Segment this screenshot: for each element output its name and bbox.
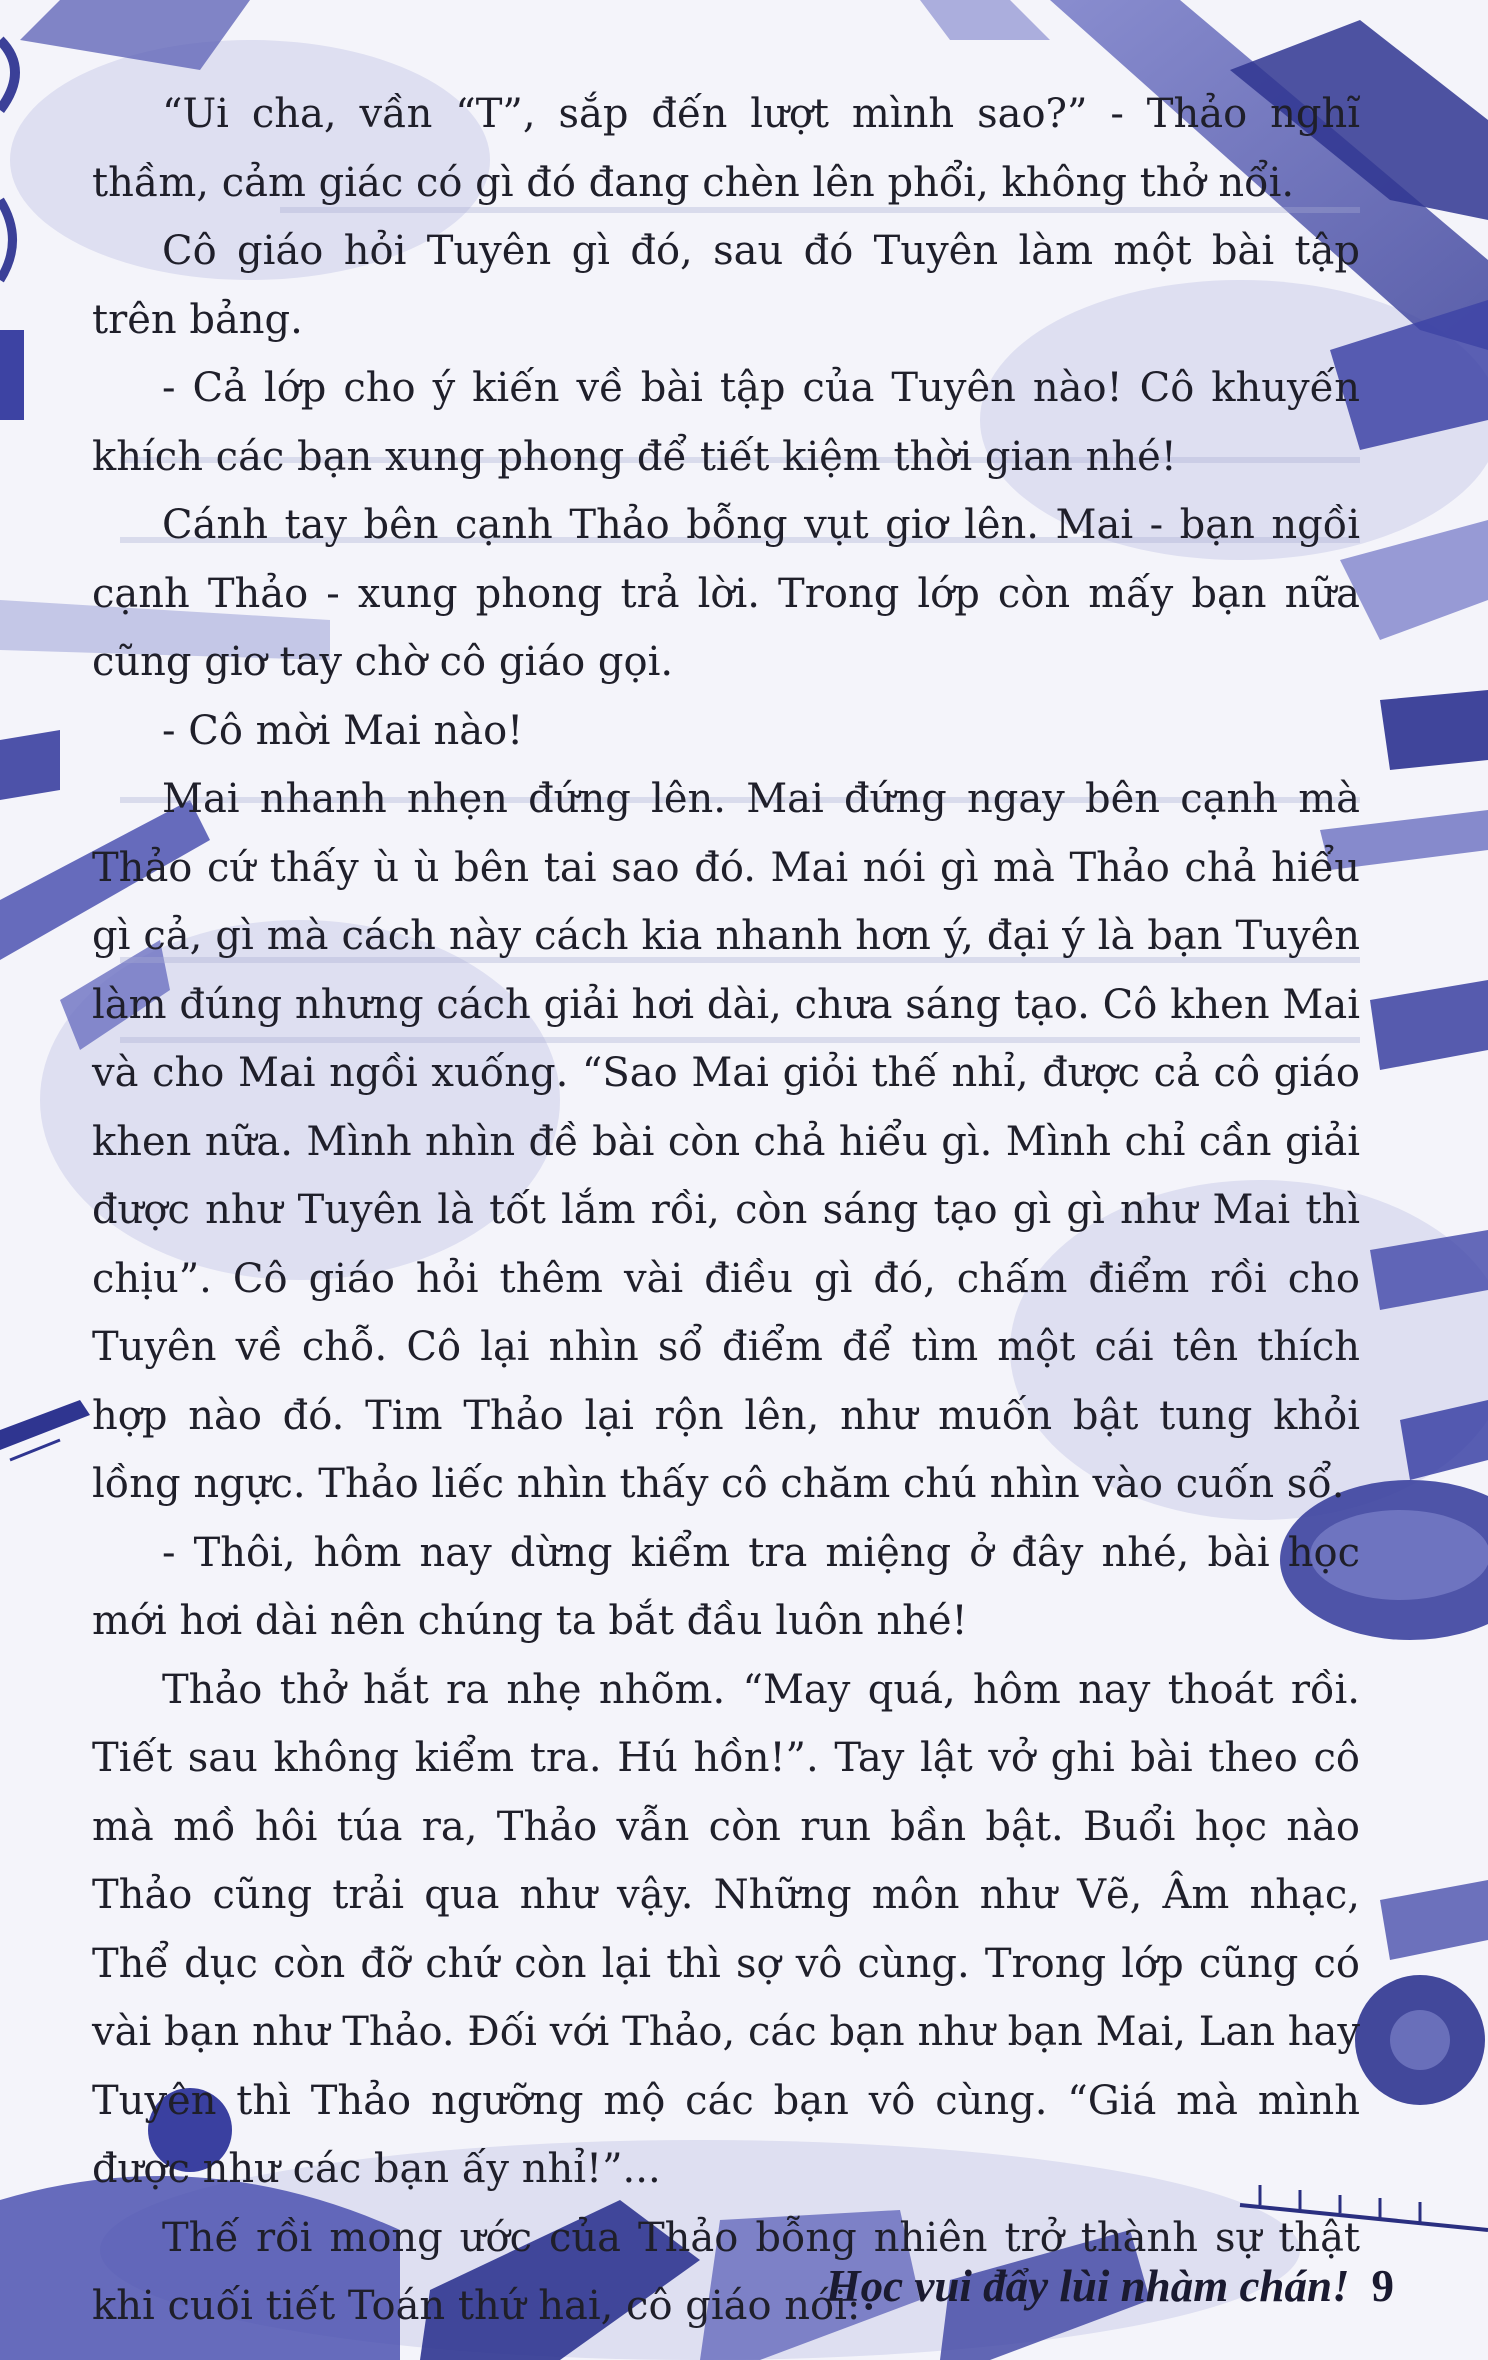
paragraph: - Thôi, hôm nay dừng kiểm tra miệng ở đây nhé, bài học mới hơi dài nên chúng ta bắt đầu luôn nhé!	[92, 1529, 1360, 1644]
paragraph: Cánh tay bên cạnh Thảo bỗng vụt giơ lên. Mai - bạn ngồi cạnh Thảo - xung phong trả lời. Trong lớp còn mấy bạn nữa cũng giơ tay chờ cô giáo gọi.	[92, 502, 1360, 685]
paragraph: Thảo thở hắt ra nhẹ nhõm. “May quá, hôm nay thoát rồi. Tiết sau không kiểm tra. Hú hồn!”. Tay lật vở ghi bài theo cô mà mồ hôi túa ra, Thảo vẫn còn run bần bật. Buổi học nào Thảo cũng trải qua như vậy. Những môn như Vẽ, Âm nhạc, Thể dục còn đỡ chứ còn lại thì sợ vô cùng. Trong lớp cũng có vài bạn như Thảo. Đối với Thảo, các bạn như bạn Mai, Lan hay Tuyên thì Thảo ngưỡng mộ các bạn vô cùng. “Giá mà mình được như các bạn ấy nhỉ!”...	[92, 1666, 1360, 2192]
paragraph: - Cô mời Mai nào!	[162, 707, 524, 754]
paragraph: Cô giáo hỏi Tuyên gì đó, sau đó Tuyên làm một bài tập trên bảng.	[92, 228, 1360, 343]
page-footer	[826, 2260, 1394, 2312]
page-number: 9	[1371, 2261, 1394, 2311]
paragraph: - Cả lớp cho ý kiến về bài tập của Tuyên nào! Cô khuyến khích các bạn xung phong để tiết kiệm thời gian nhé!	[92, 365, 1360, 480]
paragraph: “Ui cha, vần “T”, sắp đến lượt mình sao?” - Thảo nghĩ thầm, cảm giác có gì đó đang chèn lên phổi, không thở nổi.	[92, 91, 1360, 206]
story-text	[92, 80, 1360, 2341]
footer-slogan: Học vui đẩy lùi nhàm chán!	[825, 2261, 1350, 2311]
paragraph: Thế rồi mong ước của Thảo bỗng nhiên trở thành sự thật khi cuối tiết Toán thứ hai, cô giáo nói:	[92, 2214, 1360, 2329]
paragraph: Mai nhanh nhẹn đứng lên. Mai đứng ngay bên cạnh mà Thảo cứ thấy ù ù bên tai sao đó. Mai nói gì mà Thảo chả hiểu gì cả, gì mà cách này cách kia nhanh hơn ý, đại ý là bạn Tuyên làm đúng nhưng cách giải hơi dài, chưa sáng tạo. Cô khen Mai và cho Mai ngồi xuống. “Sao Mai giỏi thế nhỉ, được cả cô giáo khen nữa. Mình nhìn đề bài còn chả hiểu gì. Mình chỉ cần giải được như Tuyên là tốt lắm rồi, còn sáng tạo gì gì như Mai thì chịu”. Cô giáo hỏi thêm vài điều gì đó, chấm điểm rồi cho Tuyên về chỗ. Cô lại nhìn sổ điểm để tìm một cái tên thích hợp nào đó. Tim Thảo lại rộn lên, như muốn bật tung khỏi lồng ngực. Thảo liếc nhìn thấy cô chăm chú nhìn vào cuốn sổ.	[92, 776, 1360, 1507]
